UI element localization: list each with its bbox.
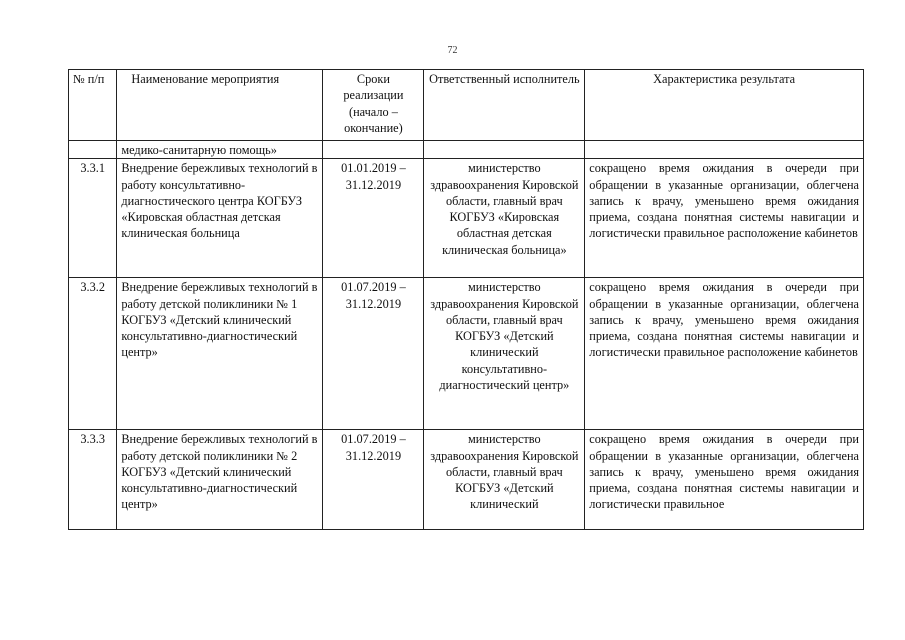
header-dates: Сроки реализации (начало – окончание) xyxy=(323,70,424,141)
continuation-text: медико-санитарную помощь» xyxy=(117,141,323,159)
row-num: 3.3.1 xyxy=(69,159,117,278)
continuation-dates-cell xyxy=(323,141,424,159)
table-row xyxy=(69,159,864,278)
table-row xyxy=(69,430,864,530)
row-responsible: министерство здравоохранения Кировской области, главный врач КОГБУЗ «Детский клинический консультативно-диагностический центр» xyxy=(424,278,585,430)
row-name: Внедрение бережливых технологий в работу консультативно-диагностического центра КОГБУЗ «Кировская областная детская клиническая больница xyxy=(117,159,323,278)
row-responsible: министерство здравоохранения Кировской области, главный врач КОГБУЗ «Детский клинический xyxy=(424,430,585,530)
header-name: Наименование мероприятия xyxy=(117,70,323,141)
row-result: сокращено время ожидания в очереди при обращении в указанные организации, облегчена запись к врачу, уменьшено время ожидания приема, создана понятная системы навигации и логистически правильное расположение кабинетов xyxy=(585,278,864,430)
row-name: Внедрение бережливых технологий в работу детской поликлиники № 2 КОГБУЗ «Детский клинический консультативно-диагностический центр» xyxy=(117,430,323,530)
row-result: сокращено время ожидания в очереди при обращении в указанные организации, облегчена запись к врачу, уменьшено время ожидания приема, создана понятная системы навигации и логистически правильное расположение кабинетов xyxy=(585,159,864,278)
table-header-row xyxy=(69,70,864,141)
row-responsible: министерство здравоохранения Кировской области, главный врач КОГБУЗ «Кировская областная детская клиническая больница» xyxy=(424,159,585,278)
row-result: сокращено время ожидания в очереди при обращении в указанные организации, облегчена запись к врачу, уменьшено время ожидания приема, создана понятная системы навигации и логистически правильное xyxy=(585,430,864,530)
row-dates: 01.01.2019 – 31.12.2019 xyxy=(323,159,424,278)
row-name: Внедрение бережливых технологий в работу детской поликлиники № 1 КОГБУЗ «Детский клинический консультативно-диагностический центр» xyxy=(117,278,323,430)
continuation-row xyxy=(69,141,864,159)
continuation-num-cell xyxy=(69,141,117,159)
row-num: 3.3.2 xyxy=(69,278,117,430)
header-result: Характеристика результата xyxy=(585,70,864,141)
continuation-result-cell xyxy=(585,141,864,159)
continuation-resp-cell xyxy=(424,141,585,159)
page-number: 72 xyxy=(447,45,458,56)
row-num: 3.3.3 xyxy=(69,430,117,530)
header-responsible: Ответственный исполнитель xyxy=(424,70,585,141)
measures-table xyxy=(68,69,864,530)
row-dates: 01.07.2019 – 31.12.2019 xyxy=(323,278,424,430)
header-num: № п/п xyxy=(69,70,117,141)
table-row xyxy=(69,278,864,430)
row-dates: 01.07.2019 – 31.12.2019 xyxy=(323,430,424,530)
